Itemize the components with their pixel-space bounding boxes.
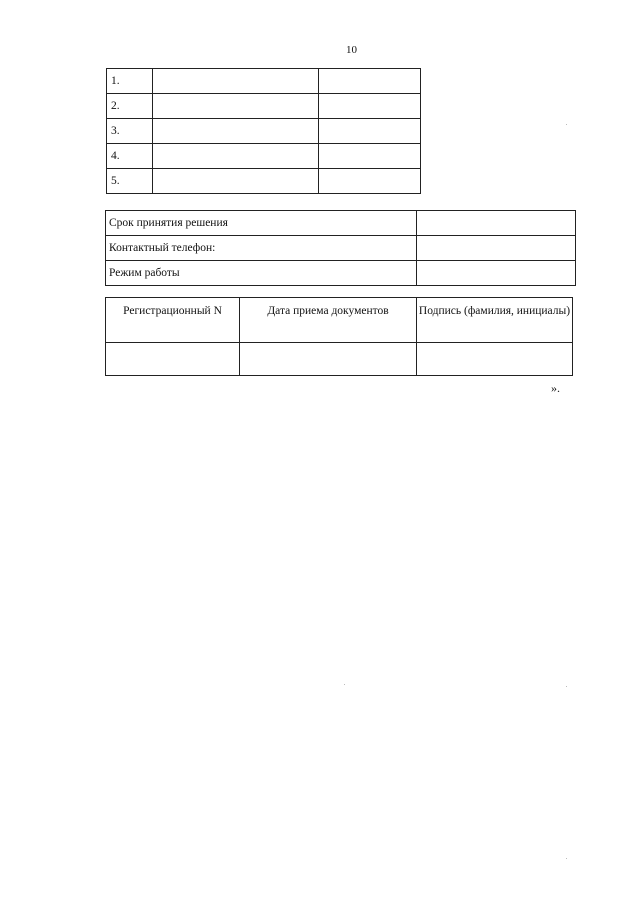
table-row <box>106 261 576 286</box>
table-row <box>106 236 576 261</box>
empty-cell <box>319 144 421 169</box>
table-row <box>107 119 421 144</box>
closing-quote: ». <box>551 381 560 395</box>
empty-cell <box>319 69 421 94</box>
empty-cell <box>153 144 319 169</box>
table-row <box>107 144 421 169</box>
document-date-header: Дата приема документов <box>240 298 417 343</box>
empty-cell <box>319 94 421 119</box>
empty-cell <box>319 119 421 144</box>
empty-cell <box>319 169 421 194</box>
table-row <box>107 169 421 194</box>
table-row <box>106 343 573 376</box>
registration-table <box>105 297 573 376</box>
empty-cell <box>240 343 417 376</box>
decision-deadline-label: Срок принятия решения <box>106 211 417 236</box>
scan-speck <box>566 858 567 859</box>
signature-header: Подпись (фамилия, инициалы) <box>417 298 573 343</box>
row-number: 2. <box>107 94 153 119</box>
table-row <box>107 94 421 119</box>
page-number: 10 <box>346 44 357 56</box>
working-hours-label: Режим работы <box>106 261 417 286</box>
empty-cell <box>153 69 319 94</box>
empty-cell <box>417 343 573 376</box>
row-number: 1. <box>107 69 153 94</box>
table-row <box>107 69 421 94</box>
decision-deadline-value <box>417 211 576 236</box>
empty-cell <box>153 169 319 194</box>
empty-cell <box>106 343 240 376</box>
working-hours-value <box>417 261 576 286</box>
items-table <box>106 68 421 194</box>
empty-cell <box>153 94 319 119</box>
scan-speck <box>566 686 567 687</box>
contact-phone-label: Контактный телефон: <box>106 236 417 261</box>
registration-number-header: Регистрационный N <box>106 298 240 343</box>
row-number: 5. <box>107 169 153 194</box>
row-number: 4. <box>107 144 153 169</box>
scan-speck <box>566 124 567 125</box>
empty-cell <box>153 119 319 144</box>
contact-phone-value <box>417 236 576 261</box>
scan-speck <box>344 684 345 685</box>
row-number: 3. <box>107 119 153 144</box>
table-header-row <box>106 298 573 343</box>
info-table <box>105 210 576 286</box>
table-row <box>106 211 576 236</box>
